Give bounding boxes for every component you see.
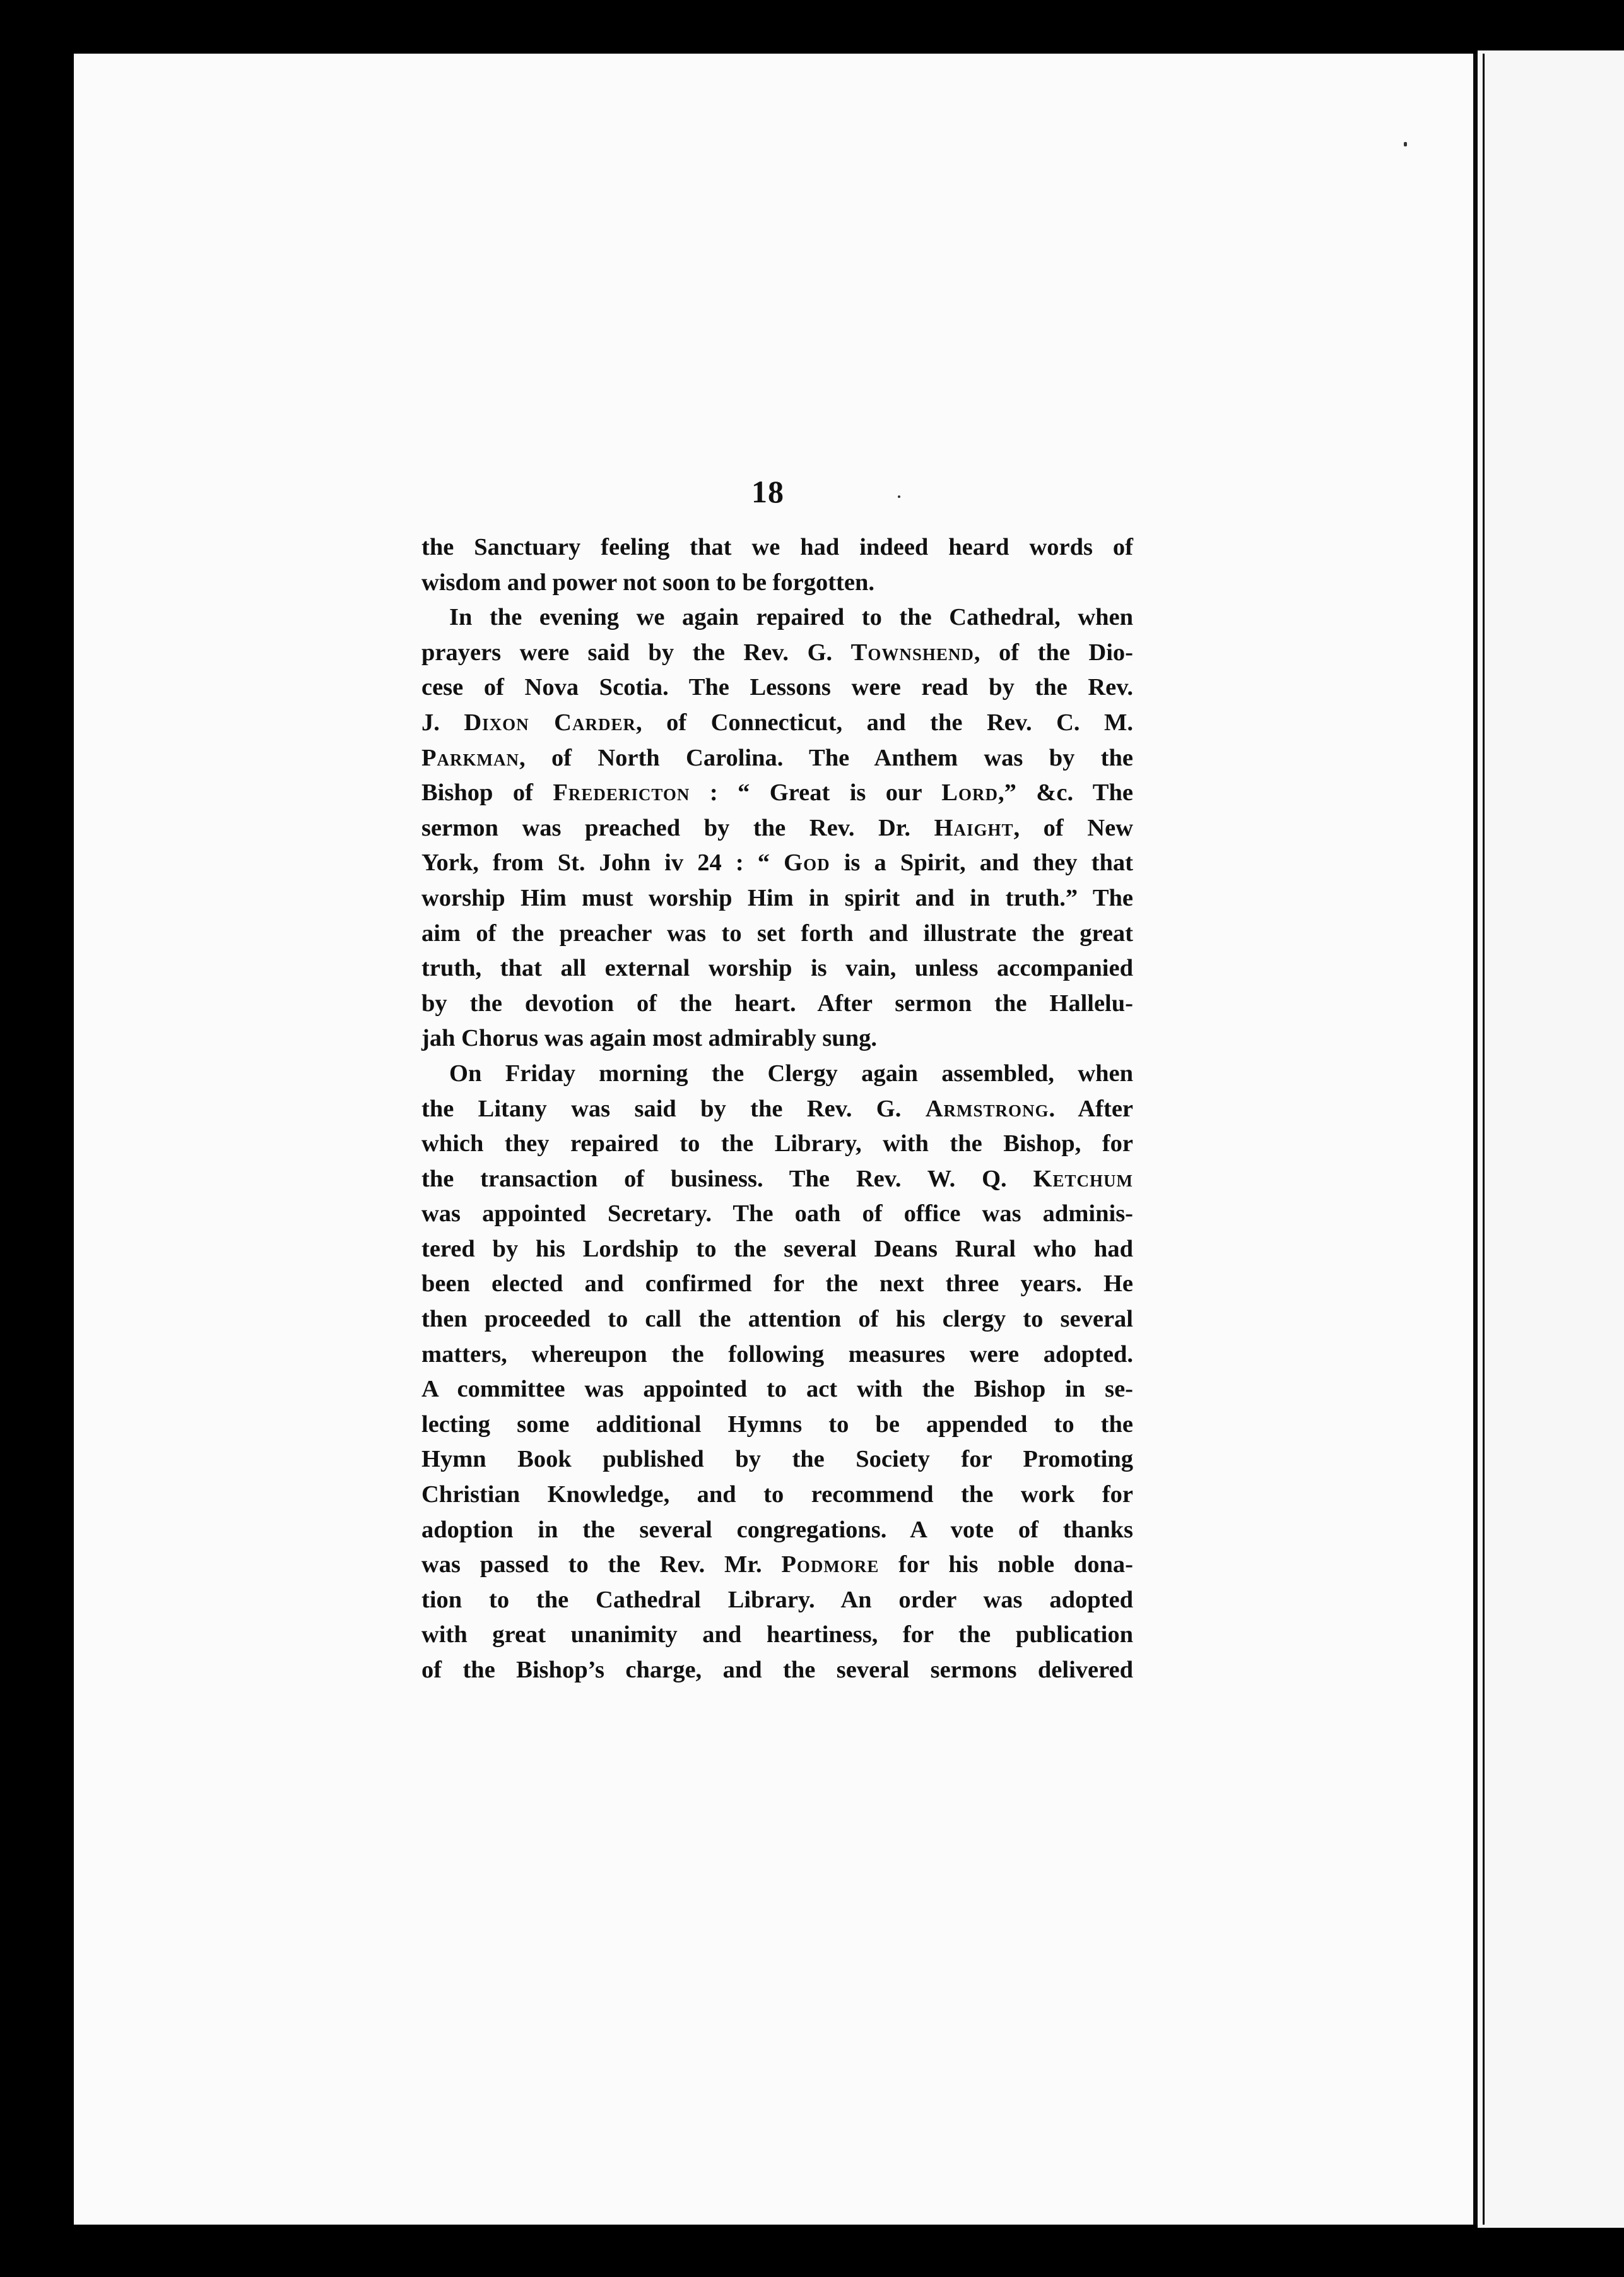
small-caps-name: Podmore bbox=[781, 1551, 880, 1578]
text-segment: wisdom and power not soon to be forgotten. bbox=[421, 569, 874, 596]
text-line bbox=[421, 706, 1133, 741]
text-line bbox=[421, 1583, 1133, 1618]
text-line bbox=[421, 1162, 1133, 1197]
body-text bbox=[421, 530, 1133, 1688]
text-line bbox=[421, 916, 1133, 952]
text-segment: which they repaired to the Library, with the Bishop, for bbox=[421, 1130, 1133, 1157]
text-line bbox=[421, 1021, 1133, 1056]
text-segment: by the devotion of the heart. After sermon the Hallelu- bbox=[421, 990, 1133, 1017]
text-segment: matters, whereupon the following measures were adopted. bbox=[421, 1340, 1133, 1368]
text-segment: tered by his Lordship to the several Deans Rural who had bbox=[421, 1235, 1133, 1262]
text-segment: Bishop of bbox=[421, 779, 553, 807]
small-caps-name: Lord bbox=[941, 779, 998, 807]
text-line bbox=[421, 600, 1133, 636]
small-caps-name: Ketchum bbox=[1033, 1165, 1133, 1192]
text-segment: , of Connecticut, and the Rev. C. M. bbox=[635, 709, 1133, 736]
small-caps-name: Armstrong bbox=[925, 1095, 1049, 1122]
text-segment: , of the Dio- bbox=[974, 639, 1133, 666]
text-segment: aim of the preacher was to set forth and illustrate the great bbox=[421, 920, 1133, 947]
text-line bbox=[421, 1302, 1133, 1337]
small-caps-name: God bbox=[784, 849, 830, 877]
text-segment: A committee was appointed to act with the Bishop in se- bbox=[421, 1376, 1133, 1403]
text-segment: is a Spirit, and they that bbox=[830, 849, 1133, 877]
small-caps-name: Parkman bbox=[421, 744, 519, 771]
text-line bbox=[421, 1372, 1133, 1407]
text-segment: On Friday morning the Clergy again assembled, when bbox=[449, 1060, 1133, 1087]
text-line bbox=[421, 1513, 1133, 1548]
text-segment: , of North Carolina. The Anthem was by the bbox=[519, 744, 1133, 771]
text-line bbox=[421, 565, 1133, 601]
text-line bbox=[421, 1056, 1133, 1092]
text-segment: adoption in the several congregations. A vote of thanks bbox=[421, 1516, 1133, 1543]
speck-mark bbox=[898, 495, 900, 498]
text-line bbox=[421, 951, 1133, 986]
text-segment: was appointed Secretary. The oath of office was adminis- bbox=[421, 1200, 1133, 1227]
small-caps-name: Fredericton bbox=[553, 779, 690, 807]
text-line bbox=[421, 1267, 1133, 1302]
speck-mark bbox=[1404, 142, 1407, 146]
text-segment: J. bbox=[421, 709, 464, 736]
text-segment: the Litany was said by the Rev. G. bbox=[421, 1095, 926, 1122]
text-segment: Christian Knowledge, and to recommend the work for bbox=[421, 1481, 1133, 1508]
text-segment: the transaction of business. The Rev. W. Q. bbox=[421, 1165, 1033, 1192]
text-segment: York, from St. John iv 24 : “ bbox=[421, 849, 784, 877]
text-line bbox=[421, 1232, 1133, 1267]
text-line bbox=[421, 1653, 1133, 1688]
text-line bbox=[421, 881, 1133, 916]
text-line bbox=[421, 670, 1133, 706]
text-segment: was passed to the Rev. Mr. bbox=[421, 1551, 782, 1578]
text-segment: : “ Great is our bbox=[690, 779, 942, 807]
text-segment: been elected and confirmed for the next three years. He bbox=[421, 1270, 1133, 1298]
text-line bbox=[421, 776, 1133, 811]
text-segment: sermon was preached by the Rev. Dr. bbox=[421, 814, 934, 841]
text-segment: jah Chorus was again most admirably sung. bbox=[421, 1025, 878, 1052]
text-line bbox=[421, 986, 1133, 1022]
text-segment: of the Bishop’s charge, and the several sermons delivered bbox=[421, 1657, 1133, 1683]
text-line bbox=[421, 811, 1133, 846]
small-caps-name: Townshend bbox=[850, 639, 974, 666]
adjacent-page bbox=[1478, 50, 1624, 2228]
text-segment: cese of Nova Scotia. The Lessons were read by the Rev. bbox=[421, 674, 1133, 701]
text-line bbox=[421, 1442, 1133, 1477]
text-segment: the Sanctuary feeling that we had indeed heard words of bbox=[421, 534, 1133, 560]
text-segment: tion to the Cathedral Library. An order was adopted bbox=[421, 1586, 1133, 1613]
text-segment: In the evening we again repaired to the Cathedral, when bbox=[449, 604, 1133, 631]
text-line bbox=[421, 1407, 1133, 1443]
text-line bbox=[421, 741, 1133, 776]
text-segment: for his noble dona- bbox=[879, 1551, 1133, 1578]
text-line bbox=[421, 1477, 1133, 1513]
text-line bbox=[421, 846, 1133, 881]
text-line bbox=[421, 1197, 1133, 1232]
text-line bbox=[421, 1337, 1133, 1373]
text-line bbox=[421, 636, 1133, 671]
text-segment: truth, that all external worship is vain, unless accompanied bbox=[421, 955, 1133, 982]
text-segment: then proceeded to call the attention of his clergy to several bbox=[421, 1306, 1133, 1333]
page-gutter bbox=[1473, 54, 1478, 2225]
text-segment: Hymn Book published by the Society for Promoting bbox=[421, 1446, 1133, 1473]
text-line bbox=[421, 530, 1133, 565]
text-segment: prayers were said by the Rev. G. bbox=[421, 639, 851, 666]
text-segment: , of New bbox=[1013, 814, 1133, 841]
text-segment: worship Him must worship Him in spirit and in truth.” The bbox=[421, 884, 1133, 911]
text-segment: ,” &c. The bbox=[997, 779, 1133, 807]
text-segment: with great unanimity and heartiness, for the publication bbox=[421, 1621, 1133, 1648]
small-caps-name: Dixon Carder bbox=[464, 709, 636, 736]
text-segment: lecting some additional Hymns to be appended to the bbox=[421, 1411, 1133, 1438]
page-number: 18 bbox=[751, 474, 784, 509]
text-line bbox=[421, 1127, 1133, 1162]
text-line bbox=[421, 1092, 1133, 1127]
adjacent-page-edge bbox=[1483, 54, 1485, 2225]
text-line bbox=[421, 1618, 1133, 1653]
text-line bbox=[421, 1547, 1133, 1583]
small-caps-name: Haight bbox=[934, 814, 1014, 841]
text-segment: . After bbox=[1049, 1095, 1133, 1122]
